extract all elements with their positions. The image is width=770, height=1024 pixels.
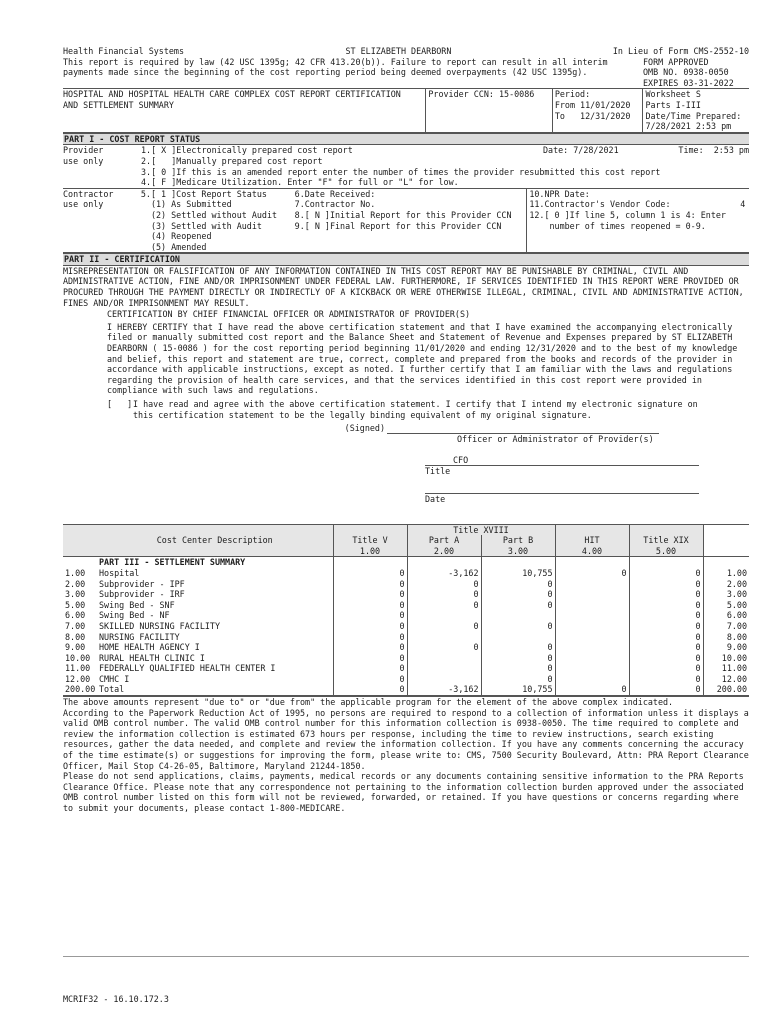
line-number-right: 9.00 bbox=[703, 642, 749, 653]
vendor-code-label: 11.Contractor's Vendor Code: bbox=[529, 199, 671, 210]
system-name: Health Financial Systems bbox=[63, 46, 185, 56]
status-option: (4) Reopened bbox=[140, 231, 212, 242]
table-row bbox=[63, 568, 749, 579]
status-option: (1) As Submitted bbox=[140, 199, 232, 210]
status-option: (2) Settled without Audit bbox=[140, 209, 278, 220]
part-a-amount: 0 bbox=[407, 589, 481, 600]
prepared-time: Time: 2:53 pm bbox=[678, 145, 749, 156]
title-xix-amount: 0 bbox=[629, 621, 703, 632]
line-number: 12.00 bbox=[65, 673, 91, 684]
title-v-amount: 0 bbox=[333, 610, 407, 621]
date-received: 6.Date Received: bbox=[294, 188, 376, 199]
title-label: Title bbox=[425, 466, 451, 477]
title-v-header: Title V bbox=[333, 535, 407, 546]
table-row bbox=[63, 579, 749, 590]
title-xviii-header: Title XVIII bbox=[407, 524, 555, 535]
line-number-right: 6.00 bbox=[703, 610, 749, 621]
line-number-right: 10.00 bbox=[703, 653, 749, 664]
cost-center-header: Cost Center Description bbox=[97, 535, 333, 546]
cost-center-name: Swing Bed - SNF bbox=[99, 599, 175, 610]
hit-amount bbox=[555, 674, 629, 685]
npr-date: 10.NPR Date: bbox=[529, 188, 590, 199]
part-b-amount: 0 bbox=[481, 621, 555, 632]
misrepresentation-warning: MISREPRESENTATION OR FALSIFICATION OF ANY INFORMATION CONTAINED IN THIS COST REPORT MAY BE PUNISHABLE BY CRIMINAL, CIVIL AND ADMINISTRATIVE ACTION, FINE AND/OR IMPRISONMENT UNDER FEDERAL LAW. FURTHERMORE, IF SERVICES IDENTIFIED IN THIS REPORT WERE PROVIDED OR PROCURED THROUGH THE PAYMENT DIRECTLY OR INDIRECTLY OF A KICKBACK OR WERE OTHERWISE ILLEGAL, CRIMINAL, CIVIL AND ADMINISTRATIVE ACTION, FINES AND/OR IMPRISONMENT MAY RESULT. bbox=[63, 265, 749, 308]
part-a-amount: -3,162 bbox=[407, 568, 481, 579]
hit-amount bbox=[555, 600, 629, 611]
omb-expiration: EXPIRES 03-31-2022 bbox=[643, 77, 734, 88]
notice-line: payments made since the beginning of the cost reporting period being deemed overpayments (42 USC 1395g). bbox=[63, 67, 588, 78]
title-xix-amount: 0 bbox=[629, 632, 703, 643]
final-report: 9.[ N ]Final Report for this Provider CCN bbox=[294, 220, 502, 231]
line-number: 200.00 bbox=[65, 684, 96, 695]
part-3-heading: PART III - SETTLEMENT SUMMARY bbox=[97, 557, 333, 568]
title-v-amount: 0 bbox=[333, 674, 407, 685]
title-xix-amount: 0 bbox=[629, 642, 703, 653]
utilization-item: 4.[ F ]Medicare Utilization. Enter "F" for full or "L" for low. bbox=[141, 177, 459, 188]
part-1-heading: PART I - COST REPORT STATUS bbox=[63, 133, 749, 146]
acknowledgement-checkbox[interactable]: [ ] bbox=[107, 399, 133, 409]
signature-field[interactable] bbox=[387, 423, 659, 434]
table-row bbox=[63, 663, 749, 674]
line-number-right: 1.00 bbox=[703, 568, 749, 579]
contractor-use-block bbox=[63, 189, 749, 254]
hit-header: HIT bbox=[555, 535, 629, 546]
hit-amount bbox=[555, 589, 629, 600]
title-v-amount: 0 bbox=[333, 621, 407, 632]
notice-line: This report is required by law (42 USC 1395g; 42 CFR 413.20(b)). Failure to report can result in all interim bbox=[63, 56, 608, 67]
part-a-amount bbox=[407, 674, 481, 685]
title-xix-amount: 0 bbox=[629, 674, 703, 685]
part-b-amount bbox=[481, 610, 555, 621]
form-approved: FORM APPROVED bbox=[643, 56, 709, 67]
table-row bbox=[63, 610, 749, 621]
table-row bbox=[63, 589, 749, 600]
title-xix-amount: 0 bbox=[629, 589, 703, 600]
provider-use-block bbox=[63, 145, 749, 188]
prepared-label: Date/Time Prepared: bbox=[645, 110, 742, 121]
provider-use-label: use only bbox=[63, 155, 104, 166]
title-v-amount: 0 bbox=[333, 684, 407, 695]
cost-center-name: HOME HEALTH AGENCY I bbox=[99, 642, 200, 653]
cost-center-name: RURAL HEALTH CLINIC I bbox=[99, 652, 205, 663]
hit-amount bbox=[555, 610, 629, 621]
part-b-amount: 0 bbox=[481, 600, 555, 611]
title-v-amount: 0 bbox=[333, 653, 407, 664]
title-xix-amount: 0 bbox=[629, 653, 703, 664]
status-option: (5) Amended bbox=[140, 241, 207, 252]
table-row bbox=[63, 632, 749, 643]
column-number: 2.00 bbox=[407, 546, 481, 557]
reopened-item: 12.[ 0 ]If line 5, column 1 is 4: Enter bbox=[529, 209, 726, 220]
settlement-table bbox=[63, 524, 749, 697]
part-b-amount: 0 bbox=[481, 663, 555, 674]
cost-center-name: CMHC I bbox=[99, 673, 130, 684]
paperwork-notice: According to the Paperwork Reduction Act of 1995, no persons are required to respond to a collection of information unless it displays a valid OMB control number. The valid OMB control number for this information collection is 0938-0050. The time required to complete and review the information collection is estimated 673 hours per response, including the time to review instructions, search existing resources, gather the data needed, and complete and review the information collection. If you have any comments concerning the accuracy of the time estimate(s) or suggestions for improving the form, please write to: CMS, 7500 Security Boulevard, Attn: PRA Report Clearance Officer, Mail Stop C4-26-05, Baltimore, Maryland 21244-1850. bbox=[63, 707, 754, 771]
electronic-report-item: 1.[ X ]Electronically prepared cost report bbox=[141, 145, 353, 156]
certification-heading: CERTIFICATION BY CHIEF FINANCIAL OFFICER OR ADMINISTRATOR OF PROVIDER(S) bbox=[107, 309, 471, 320]
line-number: 9.00 bbox=[65, 642, 86, 653]
title-xix-amount: 0 bbox=[629, 568, 703, 579]
hit-amount bbox=[555, 621, 629, 632]
reopened-item: number of times reopened = 0-9. bbox=[529, 220, 706, 231]
title-v-amount: 0 bbox=[333, 568, 407, 579]
part-b-amount: 0 bbox=[481, 579, 555, 590]
title-xix-header: Title XIX bbox=[629, 535, 703, 546]
title-v-amount: 0 bbox=[333, 663, 407, 674]
hit-amount bbox=[555, 632, 629, 643]
privacy-notice: Please do not send applications, claims, payments, medical records or any documents containing sensitive information to the PRA Reports Clearance Office. Please note that any correspondence not pertaining to the information collection burden approved under the associated OMB control number listed on this form will not be reviewed, forwarded, or retained. If you have questions or concerns regarding where to submit your documents, please contact 1-800-MEDICARE. bbox=[63, 771, 749, 813]
part-2-heading: PART II - CERTIFICATION bbox=[63, 253, 749, 266]
line-number: 6.00 bbox=[65, 610, 86, 621]
title-xix-amount: 0 bbox=[629, 600, 703, 611]
line-number: 1.00 bbox=[65, 567, 86, 578]
officer-title-value: CFO bbox=[453, 454, 469, 465]
cost-center-name: Total bbox=[97, 684, 333, 695]
contractor-number: 7.Contractor No. bbox=[294, 199, 376, 210]
part-a-amount bbox=[407, 632, 481, 643]
line-number: 7.00 bbox=[65, 620, 86, 631]
hit-amount bbox=[555, 642, 629, 653]
provider-use-label: Provider bbox=[63, 145, 104, 156]
form-title: HOSPITAL AND HOSPITAL HEALTH CARE COMPLEX COST REPORT CERTIFICATION bbox=[63, 89, 401, 100]
line-number-right: 11.00 bbox=[703, 663, 749, 674]
form-title: AND SETTLEMENT SUMMARY bbox=[63, 99, 174, 110]
prepared-date: Date: 7/28/2021 bbox=[543, 145, 619, 156]
line-number: 5.00 bbox=[65, 599, 86, 610]
worksheet-id: Worksheet S bbox=[645, 89, 701, 100]
hit-amount bbox=[555, 579, 629, 590]
acknowledgement-text: I have read and agree with the above certification statement. I certify that I intend my electronic signature on this certification statement to be the legally binding equivalent of my original signature. bbox=[133, 399, 703, 420]
period-to: To 12/31/2020 bbox=[554, 110, 631, 121]
title-v-amount: 0 bbox=[333, 579, 407, 590]
line-number-right: 200.00 bbox=[703, 684, 749, 695]
part-b-amount: 10,755 bbox=[481, 568, 555, 579]
cost-center-name: Hospital bbox=[99, 567, 140, 578]
running-header bbox=[63, 46, 749, 57]
line-number-right: 12.00 bbox=[703, 674, 749, 685]
table-row bbox=[63, 653, 749, 664]
page-divider bbox=[63, 956, 749, 957]
part-a-amount bbox=[407, 663, 481, 674]
part-a-amount: 0 bbox=[407, 600, 481, 611]
signature-row bbox=[63, 423, 749, 434]
line-number-right: 3.00 bbox=[703, 589, 749, 600]
signed-label: (Signed) bbox=[344, 423, 385, 434]
worksheet-parts: Parts I-III bbox=[645, 99, 701, 110]
cost-center-name: NURSING FACILITY bbox=[99, 631, 180, 642]
due-note: The above amounts represent "due to" or "due from" the applicable program for the element of the above complex indicated. bbox=[63, 696, 749, 708]
cost-center-name: FEDERALLY QUALIFIED HEALTH CENTER I bbox=[99, 663, 276, 674]
form-reference: In Lieu of Form CMS-2552-10 bbox=[612, 46, 749, 56]
part-b-amount bbox=[481, 632, 555, 643]
title-xix-amount: 0 bbox=[629, 610, 703, 621]
part-a-amount: -3,162 bbox=[407, 684, 481, 695]
part-b-amount: 0 bbox=[481, 589, 555, 600]
omb-number: OMB NO. 0938-0050 bbox=[643, 67, 729, 78]
part-a-amount bbox=[407, 653, 481, 664]
part-b-header: Part B bbox=[481, 535, 555, 546]
cost-center-name: SKILLED NURSING FACILITY bbox=[99, 620, 221, 631]
title-xix-amount: 0 bbox=[629, 684, 703, 695]
part-a-amount: 0 bbox=[407, 579, 481, 590]
table-row bbox=[63, 621, 749, 632]
vendor-code-value: 4 bbox=[740, 199, 746, 210]
cost-center-name: Subprovider - IPF bbox=[99, 578, 185, 589]
period-label: Period: bbox=[554, 89, 591, 100]
hospital-name: ST ELIZABETH DEARBORN bbox=[345, 46, 452, 56]
notice-block bbox=[63, 57, 749, 90]
column-number: 5.00 bbox=[629, 546, 703, 557]
hit-amount bbox=[555, 653, 629, 664]
hit-amount bbox=[555, 663, 629, 674]
line-number-right: 7.00 bbox=[703, 621, 749, 632]
line-number: 10.00 bbox=[65, 652, 91, 663]
line-number: 2.00 bbox=[65, 578, 86, 589]
status-option: (3) Settled with Audit bbox=[140, 220, 262, 231]
hit-amount: 0 bbox=[555, 684, 629, 695]
line-number-right: 5.00 bbox=[703, 600, 749, 611]
part-a-amount: 0 bbox=[407, 642, 481, 653]
manual-report-item: 2.[ ]Manually prepared cost report bbox=[141, 155, 323, 166]
page-footer: MCRIF32 - 16.10.172.3 bbox=[63, 994, 169, 1004]
part-a-amount bbox=[407, 610, 481, 621]
initial-report: 8.[ N ]Initial Report for this Provider CCN bbox=[294, 209, 512, 220]
column-number: 4.00 bbox=[555, 546, 629, 557]
title-v-amount: 0 bbox=[333, 589, 407, 600]
line-number: 8.00 bbox=[65, 631, 86, 642]
table-row bbox=[63, 642, 749, 653]
cost-center-name: Swing Bed - NF bbox=[99, 610, 170, 621]
part-a-amount: 0 bbox=[407, 621, 481, 632]
hit-amount: 0 bbox=[555, 568, 629, 579]
part-b-amount: 10,755 bbox=[481, 684, 555, 695]
title-v-amount: 0 bbox=[333, 642, 407, 653]
line-number-right: 8.00 bbox=[703, 632, 749, 643]
title-xix-amount: 0 bbox=[629, 663, 703, 674]
officer-label: Officer or Administrator of Provider(s) bbox=[457, 434, 654, 445]
title-v-amount: 0 bbox=[333, 600, 407, 611]
part-b-amount: 0 bbox=[481, 674, 555, 685]
part-b-amount: 0 bbox=[481, 642, 555, 653]
amended-report-item: 3.[ 0 ]If this is an amended report enter the number of times the provider resubmitted this cost report bbox=[141, 166, 661, 177]
report-status: 5.[ 1 ]Cost Report Status bbox=[140, 188, 267, 199]
cost-report-form bbox=[63, 46, 754, 814]
date-label: Date bbox=[425, 493, 446, 504]
contractor-use-label: use only bbox=[63, 199, 104, 210]
table-row bbox=[63, 600, 749, 611]
title-block bbox=[63, 89, 749, 132]
cost-center-name: Subprovider - IRF bbox=[99, 589, 185, 600]
provider-ccn: Provider CCN: 15-0086 bbox=[428, 89, 535, 100]
title-v-amount: 0 bbox=[333, 632, 407, 643]
period-from: From 11/01/2020 bbox=[554, 99, 631, 110]
acknowledgement-row bbox=[63, 399, 749, 420]
line-number-right: 2.00 bbox=[703, 579, 749, 590]
column-number: 1.00 bbox=[333, 546, 407, 557]
certification-statement: I HEREBY CERTIFY that I have read the above certification statement and that I have examined the accompanying electronically filed or manually submitted cost report and the Balance Sheet and Statement of Revenue and Expenses prepared by ST ELIZABETH DEARBORN ( 15-0086 ) for the cost reporting period beginning 11/01/2020 and ending 12/31/2020 and to the best of my knowledge and belief, this report and statement are true, correct, complete and prepared from the books and records of the provider in accordance with applicable instructions, except as noted. I further certify that I am familiar with the laws and regulations regarding the provision of health care services, and that the services identified in this cost report were provided in compliance with such laws and regulations. bbox=[107, 321, 743, 396]
part-b-amount: 0 bbox=[481, 653, 555, 664]
table-row bbox=[63, 684, 749, 695]
title-xix-amount: 0 bbox=[629, 579, 703, 590]
contractor-use-label: Contractor bbox=[63, 188, 114, 199]
part-a-header: Part A bbox=[407, 535, 481, 546]
prepared-datetime: 7/28/2021 2:53 pm bbox=[645, 121, 732, 132]
table-row bbox=[63, 674, 749, 685]
line-number: 3.00 bbox=[65, 589, 86, 600]
column-number: 3.00 bbox=[481, 546, 555, 557]
line-number: 11.00 bbox=[65, 663, 91, 674]
